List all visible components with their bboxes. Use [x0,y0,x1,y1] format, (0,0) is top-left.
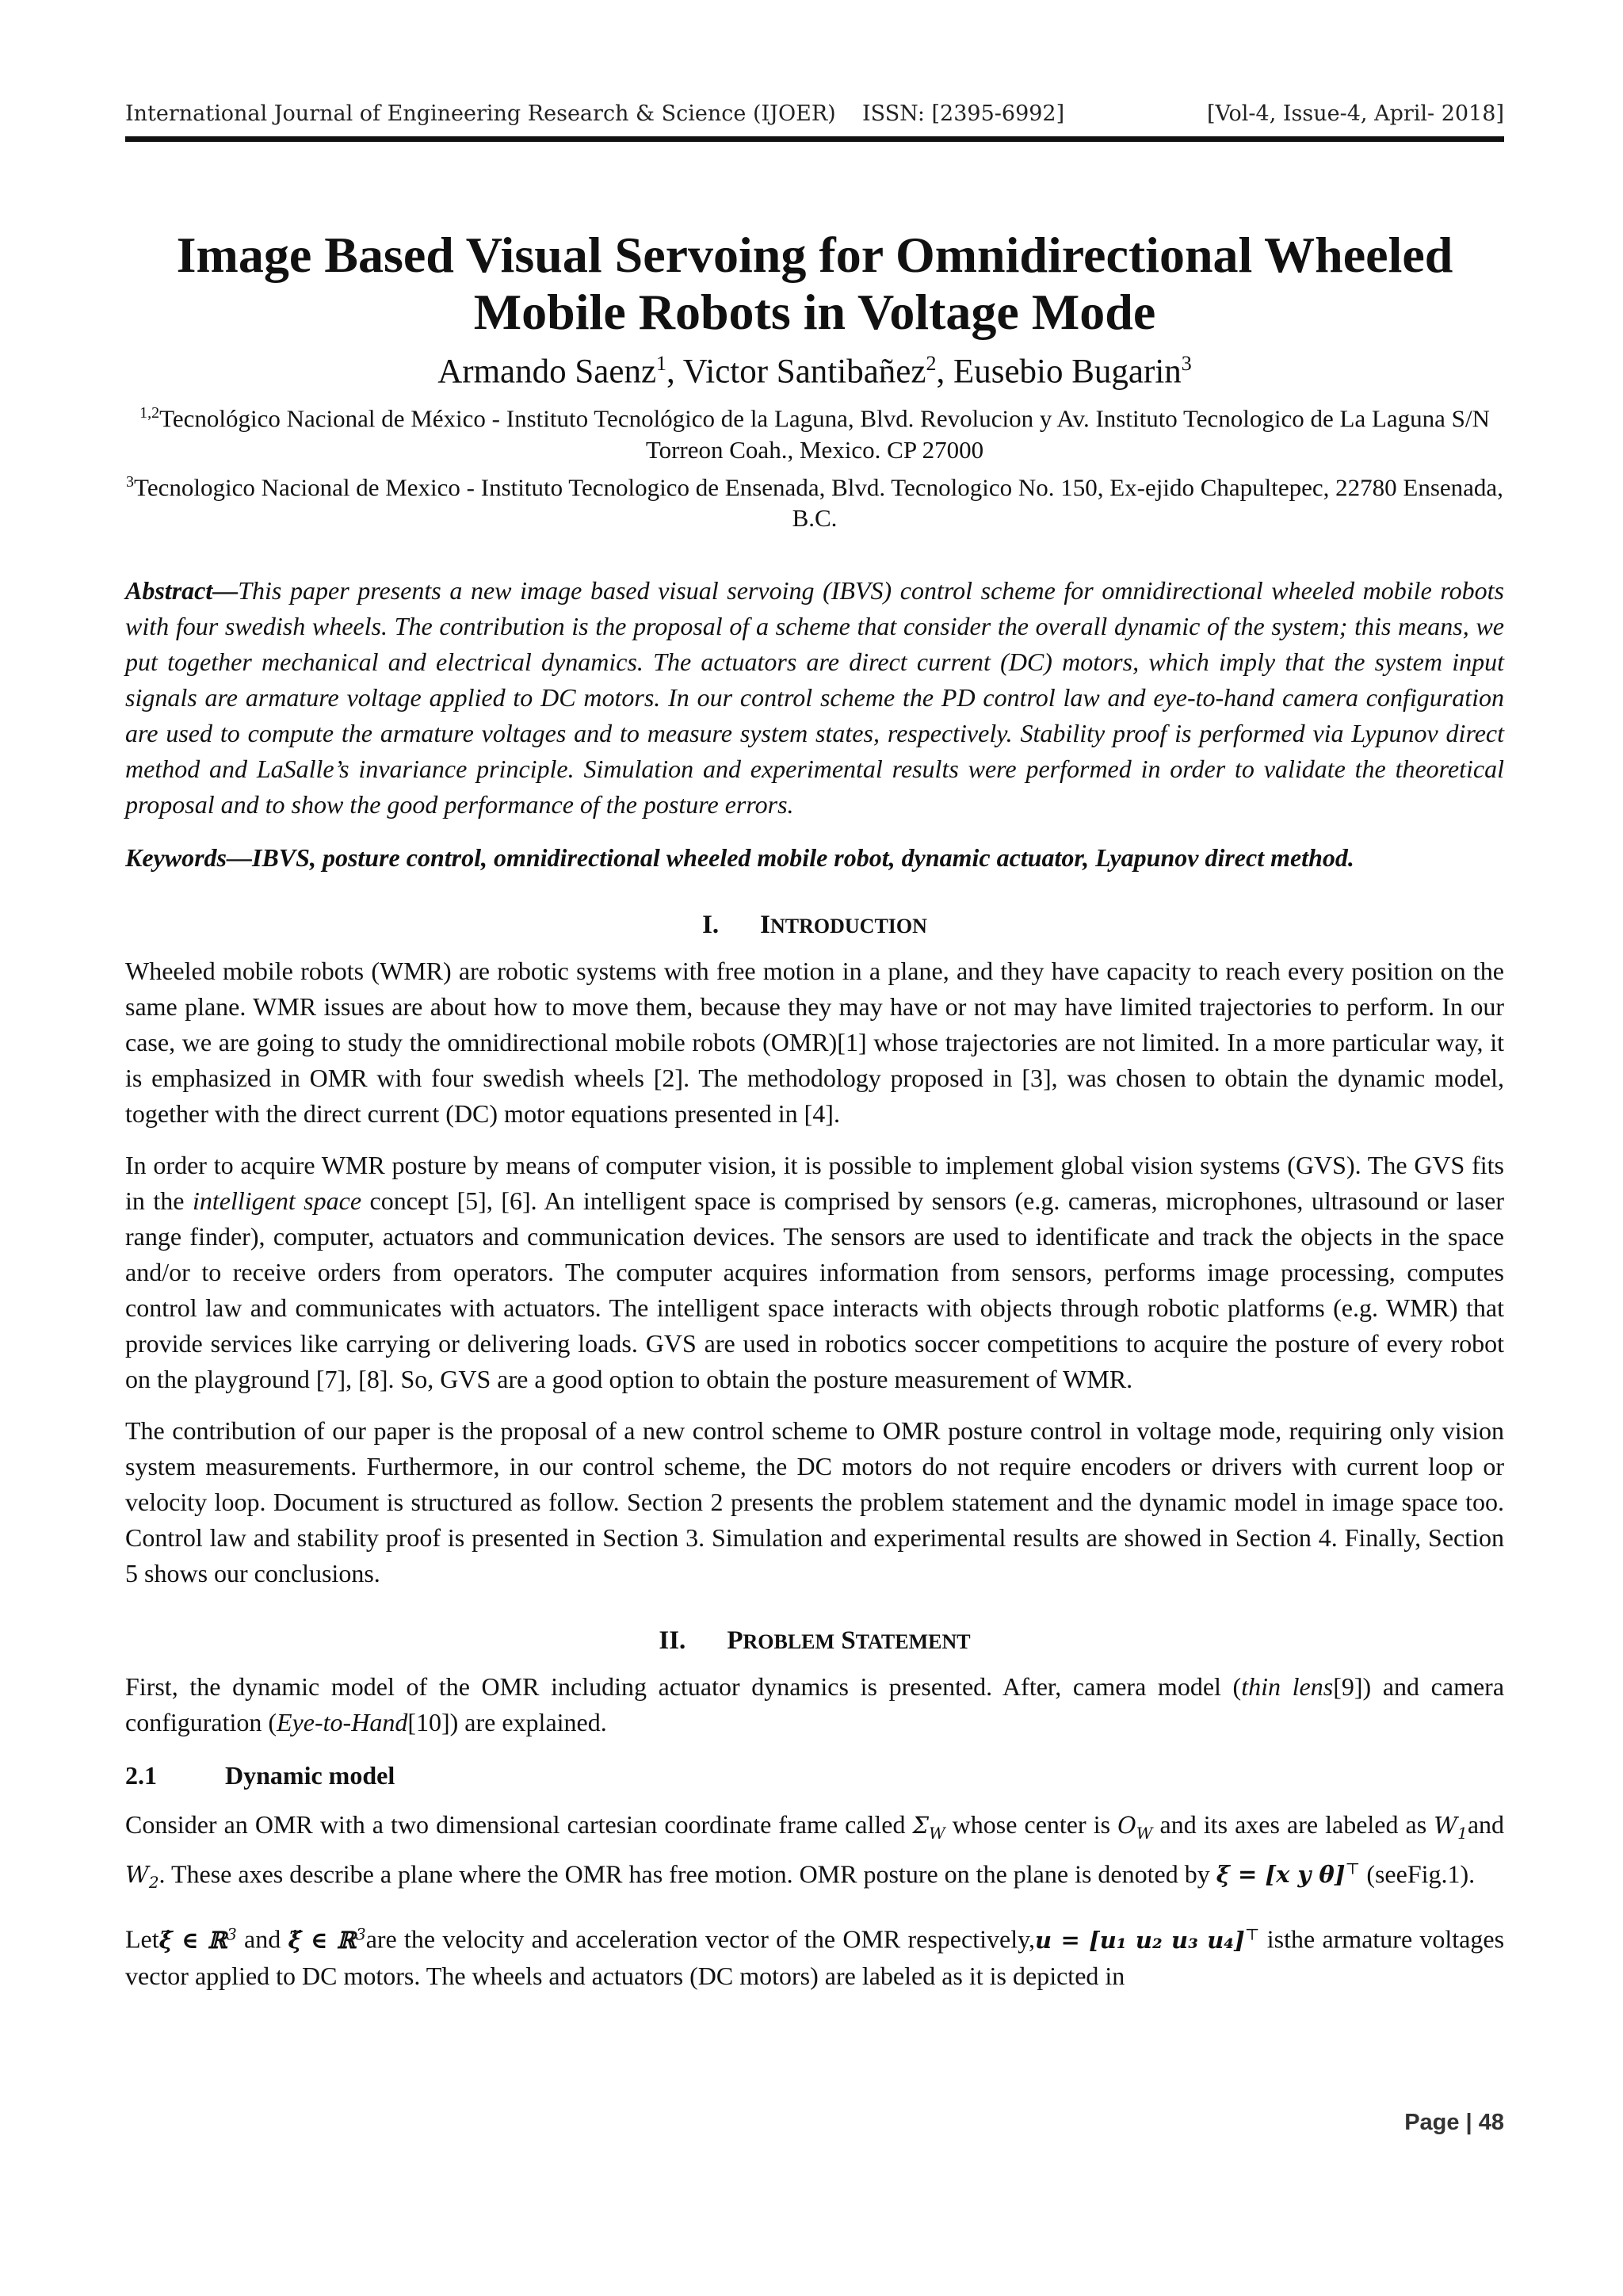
paragraph: Consider an OMR with a two dimensional cartesian coordinate frame called $\Sigma_W$ whose center is $O_W$ and its axes are labeled as $W_1and$ $W_2$. These axes describe a plane where the OMR has free motion. OMR posture on the plane is denoted by ξ = [x y θ]⊤ (seeFig.1). [125,1809,1505,1893]
page-number: Page | 48 [1404,2110,1504,2135]
author-affil-mark: 1 [656,352,667,375]
author-name: Victor Santibañez [682,353,926,391]
abstract-label: Abstract— [125,575,239,605]
math-velocity: ξ̇ ∈ ℝ$^3$ [158,1924,237,1954]
keywords: Keywords—IBVS, posture control, omnidirectional wheeled mobile robot, dynamic actuator, Lyapunov direct method. [125,842,1354,872]
section-heading-problem-statement: II. PROBLEM STATEMENT [659,1626,971,1655]
paragraph: Letξ̇ ∈ ℝ$^3$ and ξ̈ ∈ ℝ$^3$are the velocity and acceleration vector of the OMR respectively,u = [u₁ u₂ u₃ u₄]⊤ isthe armature voltages vector applied to DC motors. The wheels and actuators (DC motors) are labeled as it is depicted in [125,1924,1505,1990]
issn: ISSN: [2395-6992] [862,101,1065,126]
math-w1: $W_1$ [1434,1811,1468,1843]
author-list: Armando Saenz$^1$, Victor Santibañez$^2$, Eusebio Bugarin$^3$ [437,352,1192,391]
journal-name: International Journal of Engineering Research & Science (IJOER) [125,101,836,126]
volume-issue: [Vol-4, Issue-4, April- 2018] [1206,101,1504,126]
section-heading-introduction: I. INTRODUCTION [702,910,927,939]
math-sigma-w: $\Sigma_W$ [912,1811,945,1843]
math-o-w: $O_W$ [1117,1811,1153,1843]
paragraph: First, the dynamic model of the OMR including actuator dynamics is presented. After, camera model (thin lens[9]) and camera configuration (Eye-to-Hand[10]) are explained. [125,1671,1505,1736]
math-posture: ξ = [x y θ]⊤ [1216,1859,1361,1889]
affiliation: $^{1,2}$Tecnológico Nacional de México - Instituto Tecnológico de la Laguna, Blvd. Revolucion y Av. Instituto Tecnologico de La Laguna S/N Torreon Coah., Mexico. CP 27000 [139,404,1490,464]
subsection-heading: 2.1 Dynamic model [125,1760,395,1790]
paragraph: Wheeled mobile robots (WMR) are robotic systems with free motion in a plane, and they have capacity to reach every position on the same plane. WMR issues are about how to move them, because they may have or not may have limited trajectories to perform. In our case, we are going to study the omnidirectional mobile robots (OMR)[1] whose trajectories are not limited. In a more particular way, it is emphasized in OMR with four swedish wheels [2]. The methodology proposed in [3], was chosen to obtain the dynamic model, together with the direct current (DC) motor equations presented in [4]. [125,956,1504,1128]
abstract-text: This paper presents a new image based visual servoing (IBVS) control scheme for omnidirectional wheeled mobile robots with four swedish wheels. The contribution is the proposal of a scheme that consider the overall dynamic of the system; this means, we put together mechanical and electrical dynamics. The actuators are direct current (DC) motors, which imply that the system input signals are armature voltage applied to DC motors. In our control scheme the PD control law and eye-to-hand camera configuration are used to compute the armature voltages and to measure system states, respectively. Stability proof is performed via Lypunov direct method and LaSalle’s invariance principle. Simulation and experimental results were performed in order to validate the theoretical proposal and to show the good performance of the posture errors. [125,575,1504,819]
math-acceleration: ξ̈ ∈ ℝ$^3$ [288,1924,366,1954]
paper-title: Image Based Visual Servoing for Omnidirectional Wheeled Mobile Robots in Voltage Mode [176,227,1453,340]
affiliation: $^3$Tecnologico Nacional de Mexico - Instituto Tecnologico de Ensenada, Blvd. Tecnologico No. 150, Ex-ejido Chapultepec, 22780 Ensenada, B.C. [126,472,1503,532]
author-affil-mark: 3 [1181,352,1192,375]
paragraph: The contribution of our paper is the proposal of a new control scheme to OMR posture control in voltage mode, requiring only vision system measurements. Furthermore, in our control scheme, the DC motors do not require encoders or drivers with current loop or velocity loop. Document is structured as follow. Section 2 presents the problem statement and the dynamic model in image space too. Control law and stability proof is presented in Section 3. Simulation and experimental results are showed in Section 4. Finally, Section 5 shows our conclusions. [125,1415,1504,1587]
emphasis: intelligent space [192,1186,362,1215]
abstract [125,573,1504,823]
author-name: Eusebio Bugarin [953,353,1182,391]
math-voltage-vector: u = [u₁ u₂ u₃ u₄]⊤ [1035,1924,1260,1954]
author-name: Armando Saenz [437,353,657,391]
paper-body [125,227,1504,2010]
header-rule [125,136,1504,142]
paragraph: In order to acquire WMR posture by means of computer vision, it is possible to implement global vision systems (GVS). The GVS fits in the intelligent space concept [5], [6]. An intelligent space is comprised by sensors (e.g. cameras, microphones, ultrasound or laser range finder), computer, actuators and communication devices. The sensors are used to identificate and track the objects in the space and/or to receive orders from operators. The computer acquires information from sensors, performs image processing, computes control law and communicates with actuators. The intelligent space interacts with objects through robotic platforms (e.g. WMR) that provide services like carrying or delivering loads. GVS are used in robotics soccer competitions to acquire the posture of every robot on the playground [7], [8]. So, GVS are a good option to obtain the posture measurement of WMR. [125,1150,1505,1393]
math-w2: $W_2$ [125,1861,159,1893]
running-header [125,97,1504,132]
author-affil-mark: 2 [926,352,937,375]
